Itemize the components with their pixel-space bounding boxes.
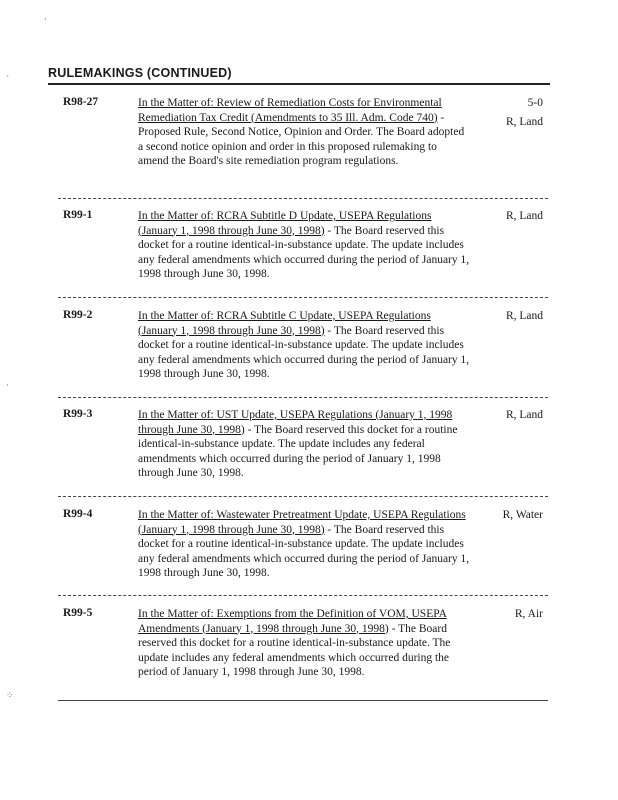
docket-description bbox=[138, 209, 470, 282]
docket-title: In the Matter of: Review of Remediation Costs for Environmental Remediation Tax Credit (Amendments to 35 Ill. Adm. Code 740) bbox=[138, 97, 442, 124]
docket-codes bbox=[506, 309, 543, 324]
docket-description bbox=[138, 508, 470, 581]
docket-body: - The Board reserved this docket for a routine identical-in-substance update. The update includes any federal amendments which occurred during the period of January 1, 1998 through June 30, 1998. bbox=[138, 224, 470, 280]
docket-description bbox=[138, 408, 470, 481]
docket-body: - The Board reserved this docket for a routine identical-in-substance update. The update includes any federal amendments which occurred during the period of January 1, 1998 through June 30, 1998. bbox=[138, 324, 470, 380]
scan-speck: · bbox=[44, 14, 47, 24]
vote-count: 5-0 bbox=[527, 97, 543, 109]
category-code: R, Land bbox=[505, 210, 543, 222]
docket-description bbox=[138, 607, 470, 680]
entry-separator bbox=[58, 700, 548, 701]
category-code: R, Land bbox=[505, 115, 543, 128]
docket-title: In the Matter of: RCRA Subtitle C Update, USEPA Regulations (January 1, 1998 through June 30, 1998) bbox=[138, 310, 431, 337]
docket-number: R98-27 bbox=[63, 96, 99, 108]
category-code: R, Land bbox=[505, 310, 543, 322]
heading-rule bbox=[48, 83, 550, 85]
entry-separator bbox=[58, 297, 548, 298]
category-code: R, Air bbox=[514, 608, 543, 620]
docket-codes bbox=[506, 209, 543, 224]
docket-codes bbox=[515, 607, 543, 622]
entry-separator bbox=[58, 595, 548, 596]
docket-codes bbox=[506, 96, 543, 129]
category-code: R, Land bbox=[505, 409, 543, 421]
docket-title: In the Matter of: RCRA Subtitle D Update, USEPA Regulations (January 1, 1998 through June 30, 1998) bbox=[138, 210, 432, 237]
docket-title: In the Matter of: UST Update, USEPA Regulations (January 1, 1998 through June 30, 1998) bbox=[138, 409, 453, 436]
docket-number: R99-2 bbox=[63, 309, 93, 321]
entry-separator bbox=[58, 198, 548, 199]
docket-description bbox=[138, 96, 470, 169]
docket-title: In the Matter of: Exemptions from the Definition of VOM, USEPA Amendments (January 1, 1998 through June 30, 1998) bbox=[138, 608, 447, 635]
entry-separator bbox=[58, 496, 548, 497]
docket-body: - Proposed Rule, Second Notice, Opinion and Order. The Board adopted a second notice opinion and order in this proposed rulemaking to amend the Board's site remediation program regulations. bbox=[138, 111, 465, 167]
scan-speck: ⁘ bbox=[6, 690, 14, 700]
scan-speck: ˊ bbox=[6, 74, 9, 84]
docket-number: R99-5 bbox=[63, 607, 93, 619]
category-code: R, Water bbox=[502, 509, 543, 521]
docket-body: - The Board reserved this docket for a routine identical-in-substance update. The update includes any federal amendments which occurred during the period of January 1, 1998 through June 30, 1998. bbox=[138, 523, 470, 579]
docket-codes bbox=[506, 408, 543, 423]
docket-number: R99-3 bbox=[63, 408, 93, 420]
entry-separator bbox=[58, 397, 548, 398]
docket-number: R99-4 bbox=[63, 508, 93, 520]
docket-codes bbox=[503, 508, 543, 523]
docket-description bbox=[138, 309, 470, 382]
docket-body: - The Board reserved this docket for a routine identical-in-substance update. The update includes any federal amendments which occurred during the period of January 1, 1998 through June 30, 1998. bbox=[138, 622, 451, 678]
docket-number: R99-1 bbox=[63, 209, 93, 221]
docket-body: - The Board reserved this docket for a routine identical-in-substance update. The update includes any federal amendments which occurred during the period of January 1, 1998 through June 30, 1998. bbox=[138, 423, 458, 479]
section-heading: RULEMAKINGS (CONTINUED) bbox=[48, 66, 232, 80]
scan-speck: · bbox=[6, 380, 9, 390]
docket-title: In the Matter of: Wastewater Pretreatment Update, USEPA Regulations (January 1, 1998 through June 30, 1998) bbox=[138, 509, 466, 536]
